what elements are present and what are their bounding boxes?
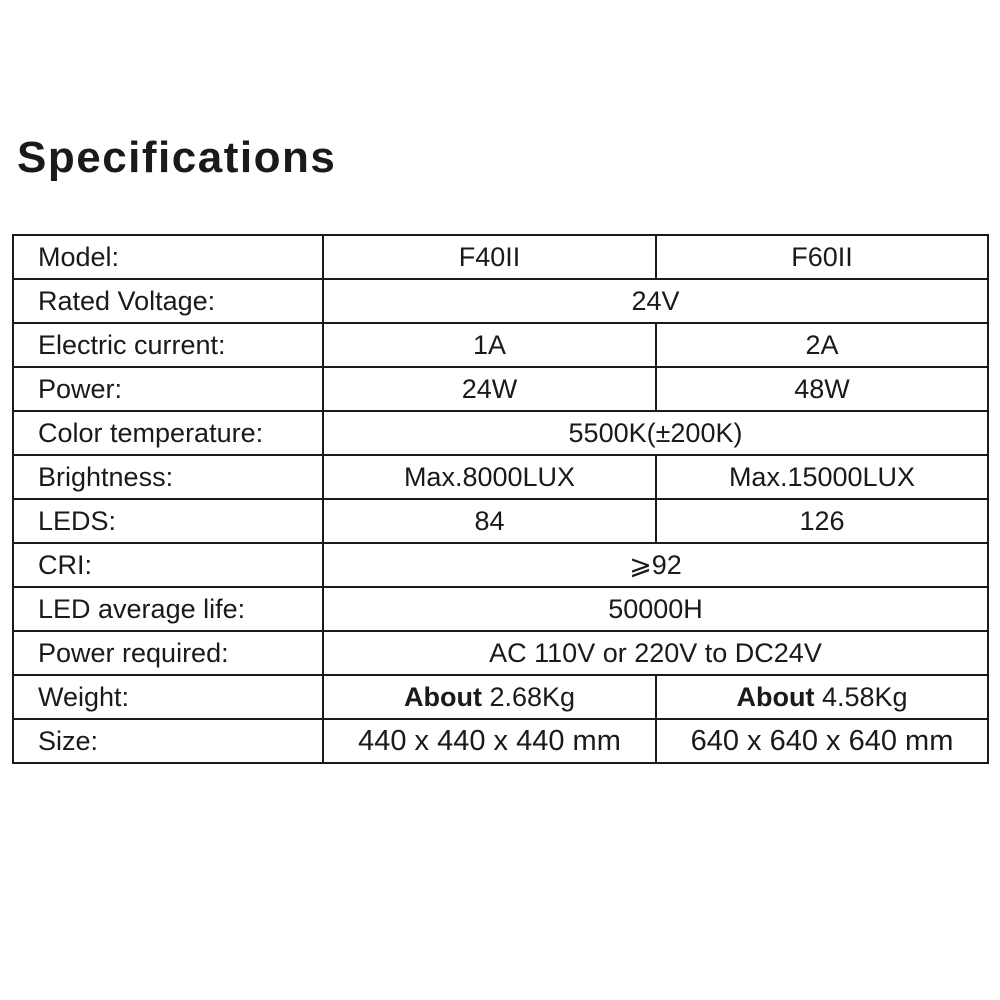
- row-label: Power required:: [13, 631, 323, 675]
- specifications-table: [12, 234, 989, 764]
- led-life-value: 50000H: [323, 587, 988, 631]
- table-row-electric-current: [13, 323, 988, 367]
- size-f60-value: 640 x 640 x 640 mm: [656, 719, 988, 763]
- weight-prefix: About: [403, 682, 482, 712]
- power-required-value: AC 110V or 220V to DC24V: [323, 631, 988, 675]
- table-row-power-required: [13, 631, 988, 675]
- row-label: LED average life:: [13, 587, 323, 631]
- weight-prefix: About: [736, 682, 815, 712]
- row-label: Brightness:: [13, 455, 323, 499]
- model-f60-value: F60II: [656, 235, 988, 279]
- cri-value: ⩾92: [323, 543, 988, 587]
- table-row-led-average-life: [13, 587, 988, 631]
- row-label: Model:: [13, 235, 323, 279]
- weight-amount: 4.58Kg: [814, 682, 908, 712]
- rated-voltage-value: 24V: [323, 279, 988, 323]
- leds-f40-value: 84: [323, 499, 656, 543]
- table-row-model: [13, 235, 988, 279]
- page-title: Specifications: [17, 133, 337, 182]
- row-label: CRI:: [13, 543, 323, 587]
- brightness-f40-value: Max.8000LUX: [323, 455, 656, 499]
- model-f40-value: F40II: [323, 235, 656, 279]
- power-f40-value: 24W: [323, 367, 656, 411]
- brightness-f60-value: Max.15000LUX: [656, 455, 988, 499]
- row-label: Color temperature:: [13, 411, 323, 455]
- weight-amount: 2.68Kg: [481, 682, 576, 712]
- table-row-rated-voltage: [13, 279, 988, 323]
- current-f40-value: 1A: [323, 323, 656, 367]
- table-row-weight: [13, 675, 988, 719]
- table-row-brightness: [13, 455, 988, 499]
- table-row-power: [13, 367, 988, 411]
- table-row-leds: [13, 499, 988, 543]
- row-label: Weight:: [13, 675, 323, 719]
- table-row-color-temperature: [13, 411, 988, 455]
- row-label: LEDS:: [13, 499, 323, 543]
- weight-f40-value: [323, 675, 656, 719]
- weight-f60-value: [656, 675, 988, 719]
- row-label: Electric current:: [13, 323, 323, 367]
- row-label: Power:: [13, 367, 323, 411]
- row-label: Rated Voltage:: [13, 279, 323, 323]
- power-f60-value: 48W: [656, 367, 988, 411]
- table-row-size: [13, 719, 988, 763]
- color-temperature-value: 5500K(±200K): [323, 411, 988, 455]
- row-label: Size:: [13, 719, 323, 763]
- leds-f60-value: 126: [656, 499, 988, 543]
- size-f40-value: 440 x 440 x 440 mm: [323, 719, 656, 763]
- current-f60-value: 2A: [656, 323, 988, 367]
- table-row-cri: [13, 543, 988, 587]
